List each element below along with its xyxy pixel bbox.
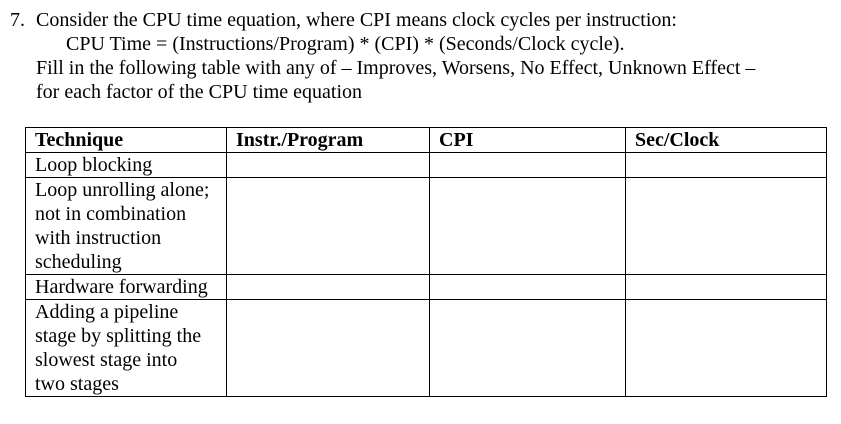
instr-program-cell[interactable]	[227, 178, 430, 275]
header-technique: Technique	[26, 128, 227, 153]
question-prompt: Consider the CPU time equation, where CPI means clock cycles per instruction:	[36, 9, 677, 31]
sec-clock-cell[interactable]	[626, 275, 827, 300]
instr-program-cell[interactable]	[227, 300, 430, 397]
question-number: 7.	[10, 9, 25, 31]
table-row-loop-unrolling	[26, 178, 827, 275]
technique-line: two stages	[35, 373, 119, 395]
sec-clock-cell[interactable]	[626, 300, 827, 397]
cpi-cell[interactable]	[430, 275, 626, 300]
cpi-cell[interactable]	[430, 300, 626, 397]
technique-line: stage by splitting the	[35, 325, 202, 347]
instr-program-cell[interactable]	[227, 153, 430, 178]
technique-cell	[26, 178, 227, 275]
table-row-pipeline-stage	[26, 300, 827, 397]
technique-line: Adding a pipeline	[35, 301, 179, 323]
technique-line: Loop unrolling alone;	[35, 179, 210, 201]
header-instr-program: Instr./Program	[227, 128, 430, 153]
instruction-line-2: for each factor of the CPU time equation	[36, 81, 362, 103]
table-header-row	[26, 128, 827, 153]
cpu-factors-table	[25, 127, 827, 397]
cpu-time-formula: CPU Time = (Instructions/Program) * (CPI) * (Seconds/Clock cycle).	[66, 33, 625, 55]
technique-cell	[26, 275, 227, 300]
technique-line: Hardware forwarding	[35, 276, 208, 298]
technique-line: Loop blocking	[35, 154, 153, 176]
instr-program-cell[interactable]	[227, 275, 430, 300]
table-row-loop-blocking	[26, 153, 827, 178]
technique-line: slowest stage into	[35, 349, 178, 371]
technique-line: with instruction	[35, 227, 162, 249]
header-cpi: CPI	[430, 128, 626, 153]
sec-clock-cell[interactable]	[626, 153, 827, 178]
technique-line: scheduling	[35, 251, 122, 273]
header-sec-clock: Sec/Clock	[626, 128, 827, 153]
technique-line: not in combination	[35, 203, 187, 225]
cpi-cell[interactable]	[430, 153, 626, 178]
technique-cell	[26, 153, 227, 178]
technique-cell	[26, 300, 227, 397]
sec-clock-cell[interactable]	[626, 178, 827, 275]
table-row-hardware-forwarding	[26, 275, 827, 300]
cpi-cell[interactable]	[430, 178, 626, 275]
instruction-line-1: Fill in the following table with any of – Improves, Worsens, No Effect, Unknown Effect –	[36, 57, 756, 79]
